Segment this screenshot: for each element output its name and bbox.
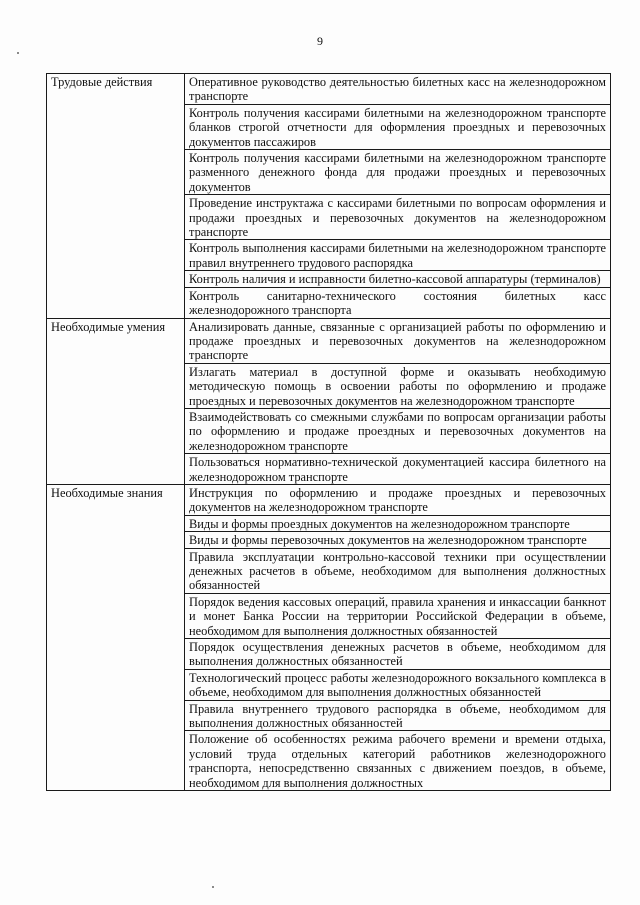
- category-cell: Необходимые знания: [47, 484, 185, 790]
- item-cell: Контроль выполнения кассирами билетными на железнодорожном транспорте правил внутреннего трудового распорядка: [185, 240, 611, 271]
- item-cell: Оперативное руководство деятельностью билетных касс на железнодорожном транспорте: [185, 74, 611, 105]
- scan-speck: [212, 886, 214, 888]
- table-row: [47, 484, 611, 515]
- page-number: 9: [317, 34, 323, 48]
- table-row: [47, 74, 611, 105]
- scan-speck: [17, 52, 19, 54]
- item-cell: Правила внутреннего трудового распорядка в объеме, необходимом для выполнения должностных обязанностей: [185, 700, 611, 731]
- item-cell: Виды и формы проездных документов на железнодорожном транспорте: [185, 515, 611, 531]
- item-cell: Порядок осуществления денежных расчетов в объеме, необходимом для выполнения должностных обязанностей: [185, 639, 611, 670]
- item-cell: Пользоваться нормативно-технической документацией кассира билетного на железнодорожном транспорте: [185, 454, 611, 485]
- item-cell: Излагать материал в доступной форме и оказывать необходимую методическую помощь в освоении работы по оформлению и продаже проездных и перевозочных документов на железнодорожном транспорте: [185, 363, 611, 408]
- item-cell: Анализировать данные, связанные с организацией работы по оформлению и продаже проездных и перевозочных документов на железнодорожном транспорте: [185, 318, 611, 363]
- table-row: [47, 318, 611, 363]
- item-cell: Инструкция по оформлению и продаже проездных и перевозочных документов на железнодорожном транспорте: [185, 484, 611, 515]
- item-cell: Контроль получения кассирами билетными на железнодорожном транспорте разменного денежного фонда для продажи проездных и перевозочных документов: [185, 150, 611, 195]
- category-cell: Необходимые умения: [47, 318, 185, 484]
- item-cell: Контроль получения кассирами билетными на железнодорожном транспорте бланков строгой отчетности для оформления проездных и перевозочных документов пассажиров: [185, 104, 611, 149]
- item-cell: Правила эксплуатации контрольно-кассовой техники при осуществлении денежных расчетов в объеме, необходимом для выполнения должностных обязанностей: [185, 548, 611, 593]
- item-cell: Технологический процесс работы железнодорожного вокзального комплекса в объеме, необходимом для выполнения должностных обязанностей: [185, 669, 611, 700]
- category-cell: Трудовые действия: [47, 74, 185, 319]
- item-cell: Положение об особенностях режима рабочего времени и времени отдыха, условий труда отдельных категорий работников железнодорожного транспорта, непосредственно связанных с движением поездов, в объеме, необходимом для выполнения должностных: [185, 731, 611, 791]
- item-cell: Проведение инструктажа с кассирами билетными по вопросам оформления и продажи проездных и перевозочных документов на железнодорожном транспорте: [185, 195, 611, 240]
- item-cell: Порядок ведения кассовых операций, правила хранения и инкассации банкнот и монет Банка России на территории Российской Федерации в объеме, необходимом для выполнения должностных обязанностей: [185, 593, 611, 638]
- item-cell: Виды и формы перевозочных документов на железнодорожном транспорте: [185, 532, 611, 548]
- item-cell: Контроль санитарно-технического состояния билетных касс железнодорожного транспорта: [185, 287, 611, 318]
- item-cell: Взаимодействовать со смежными службами по вопросам организации работы по оформлению и продаже проездных и перевозочных документов на железнодорожном транспорте: [185, 408, 611, 453]
- item-cell: Контроль наличия и исправности билетно-кассовой аппаратуры (терминалов): [185, 271, 611, 287]
- competency-table: [46, 73, 611, 791]
